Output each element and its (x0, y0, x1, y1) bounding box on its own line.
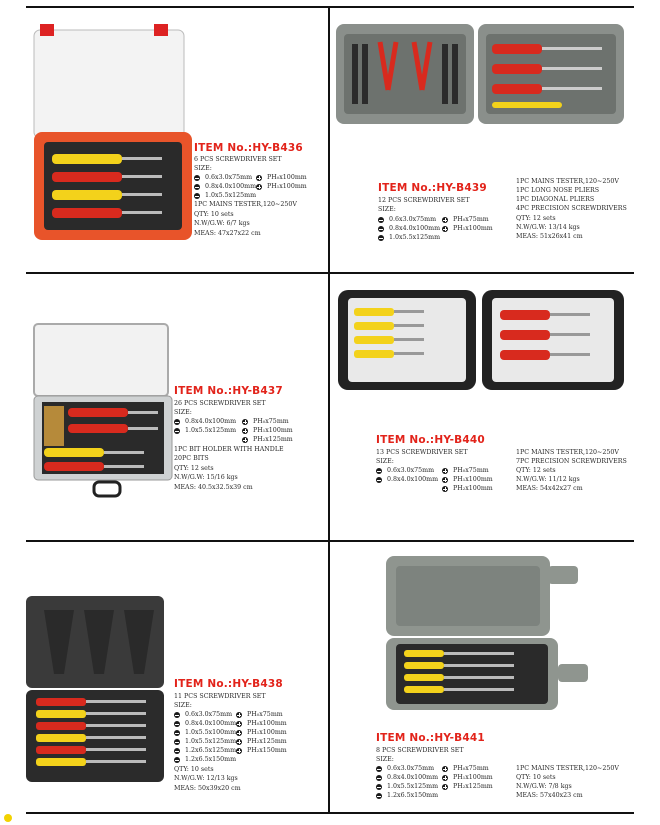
spec-text: 1.0x5.5x100mm (185, 729, 237, 736)
measurement: MEAS: 50x39x20 cm (174, 785, 241, 792)
spec-text: PH₁x100mm (453, 476, 493, 483)
quantity: QTY: 10 sets (174, 766, 214, 773)
extra-line: 4PC PRECISION SCREWDRIVERS (516, 205, 627, 212)
slotted-icon (376, 477, 382, 483)
slotted-icon (376, 468, 382, 474)
corner-marker (4, 814, 12, 822)
item-description: 13 PCS SCREWDRIVER SET (376, 449, 468, 456)
slotted-icon (174, 730, 180, 736)
spec-text: 1.0x5.5x125mm (185, 427, 237, 434)
measurement: MEAS: 51x26x41 cm (516, 233, 583, 240)
phillips-icon (242, 428, 248, 434)
weight: N.W/G.W: 15/16 kgs (174, 474, 238, 481)
weight: N.W/G.W: 11/12 kgs (516, 476, 580, 483)
slotted-icon (174, 748, 180, 754)
spec-text: PH₀x75mm (453, 216, 489, 223)
spec-text: PH₁x100mm (453, 225, 493, 232)
measurement: MEAS: 54x42x27 cm (516, 485, 583, 492)
spec-text: PH₀x100mm (267, 174, 307, 181)
catalog-page (26, 6, 634, 814)
spec-text: PH₀x75mm (253, 418, 289, 425)
quantity: QTY: 10 sets (516, 774, 556, 781)
phillips-icon (442, 468, 448, 474)
item-description: 11 PCS SCREWDRIVER SET (174, 693, 266, 700)
phillips-icon (242, 437, 248, 443)
spec-text: 0.6x3.0x75mm (185, 711, 233, 718)
spec-text: 1.2x6.5x150mm (387, 792, 439, 799)
spec-text: 1.0x5.5x125mm (387, 783, 439, 790)
slotted-icon (174, 712, 180, 718)
extra-line: 1PC BIT HOLDER WITH HANDLE (174, 446, 284, 453)
spec-text: PH₂x125mm (453, 783, 493, 790)
product-image-b439 (332, 20, 632, 132)
spec-text: PH₁x100mm (267, 183, 307, 190)
item-description: 26 PCS SCREWDRIVER SET (174, 400, 266, 407)
size-label: SIZE: (174, 702, 192, 709)
grid-bottom-line (26, 812, 634, 814)
slotted-icon (174, 428, 180, 434)
item-description: 12 PCS SCREWDRIVER SET (378, 197, 470, 204)
item-title: ITEM No.:HY-B437 (174, 385, 283, 397)
phillips-icon (442, 217, 448, 223)
spec-text: 1.0x5.5x125mm (389, 234, 441, 241)
weight: N.W/G.W: 12/13 kgs (174, 775, 238, 782)
slotted-icon (174, 739, 180, 745)
slotted-icon (376, 766, 382, 772)
phillips-icon (236, 739, 242, 745)
product-card-b439 (330, 8, 634, 272)
weight: N.W/G.W: 13/14 kgs (516, 224, 580, 231)
extra-line: 7PC PRECISION SCREWDRIVERS (516, 458, 627, 465)
spec-text: PH₂x125mm (247, 738, 287, 745)
slotted-icon (376, 784, 382, 790)
spec-text: 1.0x5.5x125mm (205, 192, 257, 199)
slotted-icon (174, 721, 180, 727)
extra-line: 1PC MAINS TESTER,120~250V (516, 449, 619, 456)
product-card-b436 (26, 8, 328, 272)
slotted-icon (376, 775, 382, 781)
phillips-icon (442, 775, 448, 781)
slotted-icon (376, 793, 382, 799)
item-title: ITEM No.:HY-B439 (378, 182, 487, 194)
slotted-icon (378, 226, 384, 232)
spec-text: PH₁x100mm (247, 729, 287, 736)
extra-line: 1PC MAINS TESTER,120~250V (194, 201, 297, 208)
product-image-b441 (380, 552, 620, 722)
size-label: SIZE: (194, 165, 212, 172)
spec-text: PH₀x75mm (453, 467, 489, 474)
spec-text: 0.8x4.0x100mm (389, 225, 441, 232)
spec-text: PH₂x150mm (247, 747, 287, 754)
item-title: ITEM No.:HY-B436 (194, 142, 303, 154)
product-card-b438 (26, 542, 328, 812)
phillips-icon (442, 486, 448, 492)
measurement: MEAS: 57x40x23 cm (516, 792, 583, 799)
slotted-icon (194, 193, 200, 199)
extra-line: 1PC LONG NOSE PLIERS (516, 187, 600, 194)
spec-text: 0.6x3.0x75mm (387, 467, 435, 474)
item-description: 8 PCS SCREWDRIVER SET (376, 747, 464, 754)
phillips-icon (442, 477, 448, 483)
product-image-b440 (334, 286, 630, 396)
phillips-icon (236, 712, 242, 718)
slotted-icon (174, 419, 180, 425)
item-title: ITEM No.:HY-B441 (376, 732, 485, 744)
spec-text: PH₀x100mm (247, 720, 287, 727)
spec-text: 1.0x5.5x125mm (185, 738, 237, 745)
slotted-icon (194, 184, 200, 190)
spec-text: 0.8x4.0x100mm (387, 476, 439, 483)
quantity: QTY: 12 sets (516, 215, 556, 222)
measurement: MEAS: 40.5x32.5x39 cm (174, 484, 253, 491)
spec-text: 0.6x3.0x75mm (205, 174, 253, 181)
phillips-icon (236, 748, 242, 754)
spec-text: 0.6x3.0x75mm (389, 216, 437, 223)
extra-line: 1PC MAINS TESTER,120~250V (516, 765, 619, 772)
quantity: QTY: 12 sets (516, 467, 556, 474)
phillips-icon (442, 226, 448, 232)
weight: N.W/G.W: 6/7 kgs (194, 220, 250, 227)
size-label: SIZE: (378, 206, 396, 213)
spec-text: 0.8x4.0x100mm (185, 720, 237, 727)
slotted-icon (378, 235, 384, 241)
size-label: SIZE: (376, 458, 394, 465)
spec-text: PH₀x75mm (247, 711, 283, 718)
spec-text: 0.8x4.0x100mm (387, 774, 439, 781)
spec-text: 1.2x6.5x125mm (185, 747, 237, 754)
spec-text: PH₂x100mm (453, 485, 493, 492)
product-card-b440 (330, 274, 634, 540)
spec-text: PH₀x75mm (453, 765, 489, 772)
item-description: 6 PCS SCREWDRIVER SET (194, 156, 282, 163)
spec-text: PH₁x100mm (253, 427, 293, 434)
product-card-b437 (26, 274, 328, 540)
size-label: SIZE: (376, 756, 394, 763)
slotted-icon (378, 217, 384, 223)
extra-line: 20PC BITS (174, 455, 209, 462)
phillips-icon (442, 766, 448, 772)
size-label: SIZE: (174, 409, 192, 416)
phillips-icon (256, 184, 262, 190)
product-card-b441 (330, 542, 634, 812)
phillips-icon (442, 784, 448, 790)
item-title: ITEM No.:HY-B440 (376, 434, 485, 446)
product-image-b436 (30, 20, 196, 248)
product-image-b437 (30, 322, 178, 502)
phillips-icon (256, 175, 262, 181)
extra-line: 1PC DIAGONAL PLIERS (516, 196, 595, 203)
measurement: MEAS: 47x27x22 cm (194, 230, 261, 237)
phillips-icon (242, 419, 248, 425)
spec-text: 0.8x4.0x100mm (185, 418, 237, 425)
spec-text: PH₁x100mm (453, 774, 493, 781)
quantity: QTY: 12 sets (174, 465, 214, 472)
quantity: QTY: 10 sets (194, 211, 234, 218)
product-image-b438 (26, 594, 170, 788)
slotted-icon (194, 175, 200, 181)
spec-text: 0.8x4.0x100mm (205, 183, 257, 190)
spec-text: PH₂x125mm (253, 436, 293, 443)
weight: N.W/G.W: 7/8 kgs (516, 783, 572, 790)
phillips-icon (236, 721, 242, 727)
extra-line: 1PC MAINS TESTER,120~250V (516, 178, 619, 185)
item-title: ITEM No.:HY-B438 (174, 678, 283, 690)
spec-text: 0.6x3.0x75mm (387, 765, 435, 772)
spec-text: 1.2x6.5x150mm (185, 756, 237, 763)
phillips-icon (236, 730, 242, 736)
slotted-icon (174, 757, 180, 763)
